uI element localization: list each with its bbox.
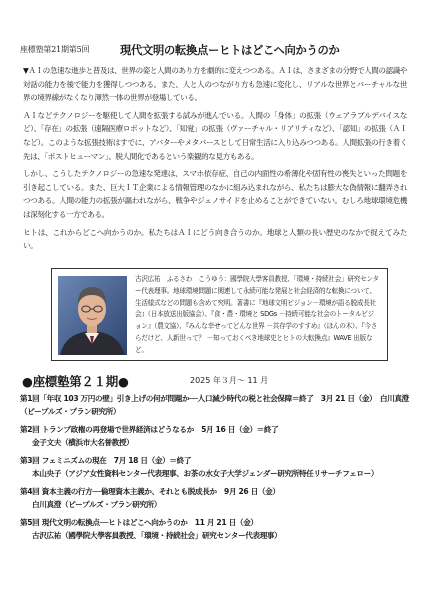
session-lecturer: 本山央子（アジア女性資料センター代表理事、お茶の水女子大学ジェンダー研究所特任リサーチフェロー） [32, 469, 379, 478]
schedule-title: ●座標塾第２１期● [22, 374, 129, 389]
intro-text [23, 64, 407, 257]
author-box [51, 268, 388, 361]
header [20, 42, 412, 58]
intro-paragraph: ▼ＡＩの急速な進歩と普及は、世界の姿と人間のあり方を劇的に変えつつある。ＡＩは、さまざまの分野で人間の認識や対話の能力を後で能力を獲得しつつある。また、人と人のつながり方も急速に変化し、リアルな世界とバーチャルな世界の境界線がなくなり渾然一体の世界が登場している。 [23, 66, 407, 103]
author-portrait [58, 276, 127, 355]
session-title: 第3回 フェミニズムの現在 7月 18 日（金）＝終了 [20, 456, 192, 465]
session-lecturer: 金子文夫（横浜市大名誉教授） [32, 438, 134, 447]
intro-paragraph: ヒトは、これからどこへ向かうのか。私たちはＡＩにどう向き合うのか。地球と人類の長い歴史のなかで捉えてみたい。 [23, 227, 407, 251]
session-title: 第5回 現代文明の転換点──ヒトはどこへ向かうのか 11 月 21 日（金） [20, 518, 258, 527]
intro-paragraph: ＡＩなどテクノロジーを駆使して人間を拡張する試みが進んでいる。人間の「身体」の拡張（ウェアラブルデバイスなど）、「存在」の拡張（遠隔医療ロボットなど）、「知覚」の拡張（ヴァーチャル・リアリティなど）、「認知」の拡張（ＡＩなど）。このような拡張技術はすでに、アバターやメタバースとして日常生活に入り込みつつある。人間拡張の行き着く先は、「ポストヒューマン」、脱人間化であるという楽観的な見方もある。 [23, 110, 407, 161]
session-item [20, 392, 412, 418]
intro-paragraph: しかし、こうしたテクノロジーの急速な発達は、スマホ依存症、自己の内面性の希薄化や固有性の喪失といった問題を引き起こしている。また、巨大ＩＴ企業による情報管理のなかに組み込まれながら、私たちは膨大な偽情報に翻弄されつつある。人間の能力の拡張が謳われながら、戦争やジェノサイドを止めることができていない。むしろ地球環境危機は深刻化する一方である。 [23, 169, 407, 219]
schedule-header [22, 372, 412, 390]
session-lecturer: 古沢広祐（國學院大學客員教授、「環境・持続社会」研究センター代表理事） [32, 531, 282, 540]
series-label: 座標塾第21期第5回 [20, 45, 90, 54]
session-title: 第1回「年収 103 万円の壁」引き上げの何が問題か──人口減少時代の税と社会保障＝終了 3月 21 日（金） 白川真澄（ピープルズ・プラン研究所） [20, 394, 409, 416]
session-list [20, 392, 412, 547]
session-lecturer: 白川真澄（ピープルズ・プラン研究所） [32, 500, 162, 509]
session-title: 第4回 資本主義の行方──倫理資本主義か、それとも脱成長か 9月 26 日（金） [20, 487, 280, 496]
author-bio: 古沢広祐 ふるさわ こうゆう：國學院大學客員教授、「環境・持続社会」研究センター代表理事。地球環境問題に関連して永続可能な発展と社会経済的な転換について、生活様式などの問題も含めて究明。著書に『地球文明ビジョン－環境が語る脱成長社会』（日本放送出版協会）、『食・農・環境と SDGs －持続可能な社会のトータルビジョン』（農文協）、『みんな幸せってどんな世界 －共存学のすすめ』（ほんの木）、『今さらだけど、人新世って？ －知っておくべき地球史とヒトの大転換点』WAVE 出版など。 [135, 275, 379, 354]
session-item [20, 423, 412, 449]
session-item [20, 454, 412, 480]
session-title: 第2回 トランプ政権の再登場で世界経済はどうなるか 5月 16 日（金）＝終了 [20, 425, 279, 434]
main-title: 現代文明の転換点ーヒトはどこへ向かうのか [120, 44, 340, 57]
schedule-period: 2025 年３月～ 11 月 [190, 376, 269, 385]
session-item [20, 516, 412, 542]
session-item [20, 485, 412, 511]
